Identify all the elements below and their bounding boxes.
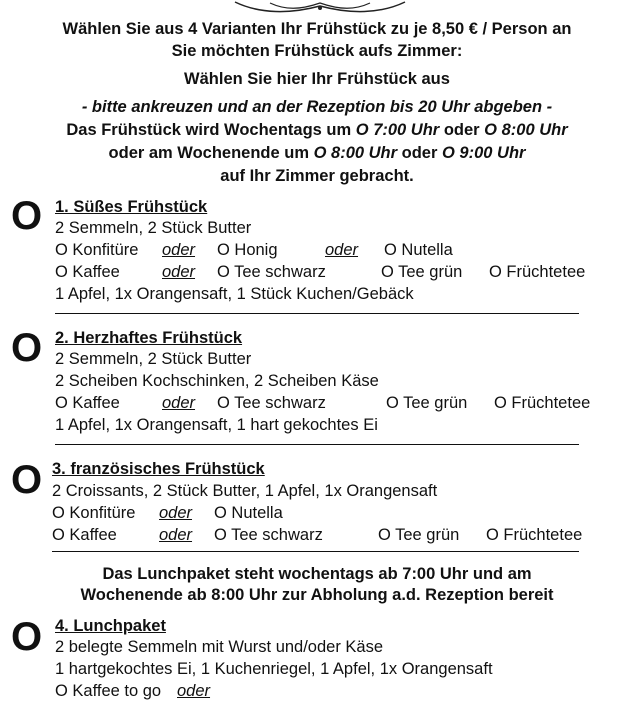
section4-title: 4. Lunchpaket	[55, 617, 166, 635]
header-line1: Wählen Sie aus 4 Varianten Ihr Frühstück zu je 8,50 € / Person an	[62, 20, 572, 38]
section3-checkbox[interactable]: O	[11, 458, 43, 502]
header-line6: oder am Wochenende um O 8:00 Uhr oder O 9:00 Uhr	[108, 144, 526, 162]
divider	[55, 313, 579, 314]
option-tee-schwarz[interactable]: O Tee schwarz	[214, 526, 323, 544]
oder-label: oder	[159, 526, 193, 544]
section3-base: 2 Croissants, 2 Stück Butter, 1 Apfel, 1x Orangensaft	[52, 482, 438, 500]
option-nutella[interactable]: O Nutella	[384, 241, 453, 259]
option-tee-gruen[interactable]: O Tee grün	[386, 394, 468, 412]
option-fruechtetee[interactable]: O Früchtetee	[494, 394, 591, 412]
section1-checkbox[interactable]: O	[11, 194, 43, 238]
oder-label: oder	[162, 263, 196, 281]
time-option-weekend-9[interactable]: O 9:00 Uhr	[442, 144, 526, 162]
option-fruechtetee[interactable]: O Früchtetee	[486, 526, 583, 544]
section2-extra: 1 Apfel, 1x Orangensaft, 1 hart gekochtes Ei	[55, 416, 378, 434]
option-tee-schwarz[interactable]: O Tee schwarz	[217, 263, 326, 281]
oder-label: oder	[162, 394, 196, 412]
time-option-7[interactable]: O 7:00 Uhr	[355, 121, 440, 139]
option-tee-gruen[interactable]: O Tee grün	[378, 526, 460, 544]
header-line5: Das Frühstück wird Wochentags um O 7:00 Uhr oder O 8:00 Uhr	[66, 121, 568, 139]
option-konfituere[interactable]: O Konfitüre	[52, 504, 136, 522]
option-konfituere[interactable]: O Konfitüre	[55, 241, 139, 259]
time-option-8[interactable]: O 8:00 Uhr	[484, 121, 568, 139]
section2-title: 2. Herzhaftes Frühstück	[55, 329, 243, 347]
option-honig[interactable]: O Honig	[217, 241, 278, 259]
option-kaffee[interactable]: O Kaffee	[55, 263, 120, 281]
option-tee-gruen[interactable]: O Tee grün	[381, 263, 463, 281]
oder-label: oder	[159, 504, 193, 522]
section1-title: 1. Süßes Frühstück	[55, 198, 208, 216]
lunch-note-line1: Das Lunchpaket steht wochentags ab 7:00 Uhr und am	[102, 565, 532, 583]
oder-label: oder	[325, 241, 359, 259]
time-option-weekend-8[interactable]: O 8:00 Uhr	[313, 144, 398, 162]
ornament-flourish	[230, 0, 410, 14]
section2-checkbox[interactable]: O	[11, 326, 43, 370]
option-nutella[interactable]: O Nutella	[214, 504, 283, 522]
section4-base2: 1 hartgekochtes Ei, 1 Kuchenriegel, 1 Apfel, 1x Orangensaft	[55, 660, 493, 678]
section1-extra: 1 Apfel, 1x Orangensaft, 1 Stück Kuchen/Gebäck	[55, 285, 414, 303]
header-line2: Sie möchten Frühstück aufs Zimmer:	[171, 42, 463, 60]
section1-base: 2 Semmeln, 2 Stück Butter	[55, 219, 252, 237]
option-fruechtetee[interactable]: O Früchtetee	[489, 263, 586, 281]
lunch-note-line2: Wochenende ab 8:00 Uhr zur Abholung a.d. Rezeption bereit	[80, 586, 554, 604]
section2-base: 2 Semmeln, 2 Stück Butter	[55, 350, 252, 368]
section2-base2: 2 Scheiben Kochschinken, 2 Scheiben Käse	[55, 372, 379, 390]
oder-label: oder	[177, 682, 211, 700]
section4-base: 2 belegte Semmeln mit Wurst und/oder Käse	[55, 638, 384, 656]
section3-title: 3. französisches Frühstück	[52, 460, 265, 478]
header-line3: Wählen Sie hier Ihr Frühstück aus	[184, 70, 450, 88]
header-line4: - bitte ankreuzen und an der Rezeption bis 20 Uhr abgeben -	[81, 98, 553, 116]
header-line7: auf Ihr Zimmer gebracht.	[220, 167, 414, 185]
oder-label: oder	[162, 241, 196, 259]
option-kaffee-to-go[interactable]: O Kaffee to go	[55, 682, 162, 700]
section4-checkbox[interactable]: O	[11, 615, 43, 659]
divider	[55, 444, 579, 445]
divider	[52, 551, 579, 552]
option-kaffee[interactable]: O Kaffee	[55, 394, 120, 412]
option-kaffee[interactable]: O Kaffee	[52, 526, 117, 544]
option-tee-schwarz[interactable]: O Tee schwarz	[217, 394, 326, 412]
